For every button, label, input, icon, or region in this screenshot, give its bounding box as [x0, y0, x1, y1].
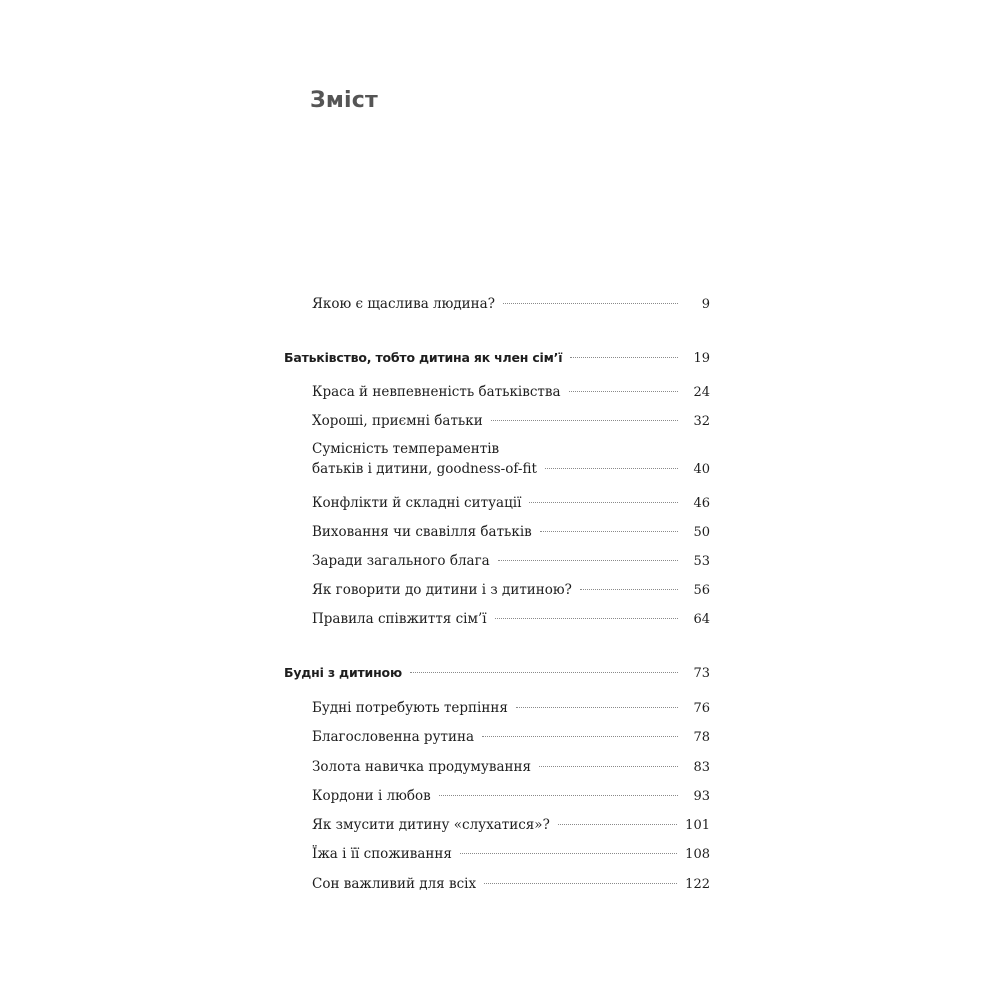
toc-entry-title-line1: Сумісність темпераментів: [312, 441, 500, 457]
toc-entry[interactable]: [312, 788, 710, 812]
toc-page-number: 122: [685, 877, 710, 892]
toc-entry[interactable]: [312, 700, 710, 724]
toc-page-number: 78: [693, 730, 710, 745]
toc-entry[interactable]: [312, 582, 710, 606]
toc-entry[interactable]: [312, 553, 710, 577]
toc-page-number: 101: [685, 818, 710, 833]
toc-page-number: 108: [685, 847, 710, 862]
toc-entry[interactable]: [312, 441, 710, 489]
toc-entry[interactable]: [312, 759, 710, 783]
toc-entry-title: Виховання чи свавілля батьків: [312, 524, 532, 540]
toc-entry[interactable]: [312, 611, 710, 635]
toc-entry-title: Хороші, приємні батьки: [312, 413, 483, 429]
toc-page-number: 64: [693, 612, 710, 627]
dot-leader: [539, 766, 678, 767]
toc-entry[interactable]: [312, 846, 710, 870]
toc-entry[interactable]: [312, 817, 710, 841]
toc-entry-title: Правила співжиття сім’ї: [312, 611, 487, 627]
dot-leader: [410, 672, 678, 673]
dot-leader: [569, 391, 678, 392]
dot-leader: [580, 589, 678, 590]
toc-part-title: Батьківство, тобто дитина як член сім’ї: [284, 350, 563, 365]
dot-leader: [495, 618, 678, 619]
toc-page-number: 19: [693, 351, 710, 366]
toc-entry-title: Благословенна рутина: [312, 729, 475, 745]
dot-leader: [529, 502, 678, 503]
toc-page-number: 32: [693, 414, 710, 429]
toc-entry-title: батьків і дитини, goodness-of-fit: [312, 461, 537, 477]
toc-page-number: 93: [693, 789, 710, 804]
dot-leader: [503, 303, 678, 304]
dot-leader: [439, 795, 678, 796]
dot-leader: [484, 883, 677, 884]
toc-entry[interactable]: [312, 729, 710, 753]
dot-leader: [516, 707, 678, 708]
toc-entry-title: Якою є щаслива людина?: [312, 296, 495, 312]
toc-page-number: 50: [693, 525, 710, 540]
toc-entry-title: Як говорити до дитини і з дитиною?: [312, 582, 572, 598]
toc-entry-title: Як змусити дитину «слухатися»?: [312, 817, 550, 833]
toc-part-title: Будні з дитиною: [284, 665, 402, 680]
page-title: Зміст: [310, 88, 378, 113]
dot-leader: [460, 853, 677, 854]
toc-entry[interactable]: [312, 524, 710, 548]
toc-entry-intro[interactable]: [312, 296, 710, 320]
toc-entry[interactable]: [312, 495, 710, 519]
toc-entry[interactable]: [312, 876, 710, 900]
toc-page-number: 46: [693, 496, 710, 511]
toc-page-number: 40: [693, 462, 710, 477]
dot-leader: [558, 824, 677, 825]
toc-entry-title: Конфлікти й складні ситуації: [312, 495, 522, 511]
toc-page-number: 73: [693, 666, 710, 681]
dot-leader: [545, 468, 678, 469]
toc-page-number: 76: [693, 701, 710, 716]
dot-leader: [570, 357, 678, 358]
toc-entry-title: Кордони і любов: [312, 788, 431, 804]
dot-leader: [482, 736, 678, 737]
toc-entry-title: Заради загального блага: [312, 553, 490, 569]
toc-page-number: 9: [701, 297, 710, 312]
toc-entry-title: Їжа і її споживання: [312, 846, 452, 862]
toc-entry-title: Будні потребують терпіння: [312, 700, 508, 716]
toc-page-number: 53: [693, 554, 710, 569]
toc-part-heading[interactable]: [284, 350, 710, 374]
toc-page-number: 24: [693, 385, 710, 400]
toc-entry-title: Сон важливий для всіх: [312, 876, 477, 892]
toc-entry[interactable]: [312, 384, 710, 408]
toc-page-number: 83: [693, 760, 710, 775]
toc-entry[interactable]: [312, 413, 710, 437]
toc-entry-title: Золота навичка продумування: [312, 759, 532, 775]
dot-leader: [540, 531, 678, 532]
toc-page-number: 56: [693, 583, 710, 598]
toc-part-heading[interactable]: [284, 665, 710, 689]
dot-leader: [498, 560, 678, 561]
toc-entry-title: Краса й невпевненість батьківства: [312, 384, 561, 400]
dot-leader: [491, 420, 678, 421]
